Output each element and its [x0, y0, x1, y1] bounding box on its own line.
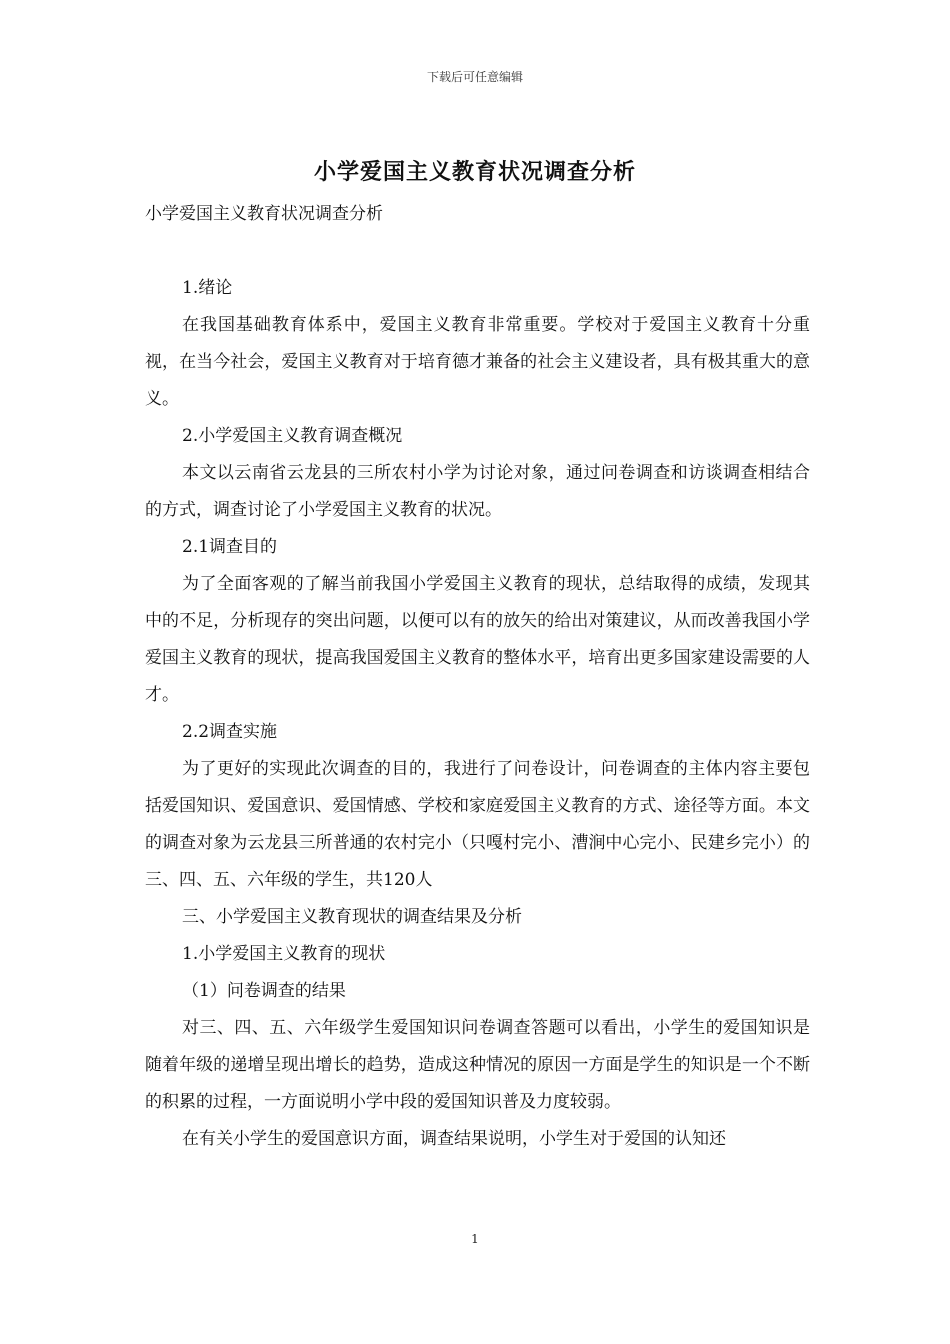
section-heading: 三、小学爱国主义教育现状的调查结果及分析 — [182, 907, 522, 927]
subsection-heading: 2.1调查目的 — [182, 537, 278, 557]
section-heading: 1.绪论 — [182, 278, 233, 298]
document-body — [145, 196, 810, 1158]
blank-line — [145, 233, 810, 270]
page-number: 1 — [471, 1232, 479, 1246]
section-heading: 2.小学爱国主义教育调查概况 — [182, 426, 403, 446]
body-paragraph: 为了更好的实现此次调查的目的，我进行了问卷设计，问卷调查的主体内容主要包括爱国知识、爱国意识、爱国情感、学校和家庭爱国主义教育的方式、途径等方面。本文的调查对象为云龙县三所普通的农村完小（只嘎村完小、漕涧中心完小、民建乡完小）的三、四、五、六年级的学生，共120人 — [145, 759, 810, 890]
document-subtitle: 小学爱国主义教育状况调查分析 — [145, 204, 383, 224]
body-paragraph: 对三、四、五、六年级学生爱国知识问卷调查答题可以看出，小学生的爱国知识是随着年级的递增呈现出增长的趋势，造成这种情况的原因一方面是学生的知识是一个不断的积累的过程，一方面说明小学中段的爱国知识普及力度较弱。 — [145, 1018, 810, 1112]
subsection-heading: （1）问卷调查的结果 — [182, 981, 346, 1001]
body-paragraph: 在有关小学生的爱国意识方面，调查结果说明，小学生对于爱国的认知还 — [182, 1129, 726, 1149]
body-paragraph: 在我国基础教育体系中，爱国主义教育非常重要。学校对于爱国主义教育十分重视，在当今社会，爱国主义教育对于培育德才兼备的社会主义建设者，具有极其重大的意义。 — [145, 315, 810, 409]
document-title: 小学爱国主义教育状况调查分析 — [313, 159, 636, 185]
subsection-heading: 2.2调查实施 — [182, 722, 278, 742]
subsection-heading: 1.小学爱国主义教育的现状 — [182, 944, 386, 964]
header-note: 下载后可任意编辑 — [426, 70, 523, 84]
body-paragraph: 为了全面客观的了解当前我国小学爱国主义教育的现状，总结取得的成绩，发现其中的不足，分析现存的突出问题，以便可以有的放矢的给出对策建议，从而改善我国小学爱国主义教育的现状，提高我国爱国主义教育的整体水平，培育出更多国家建设需要的人才。 — [145, 574, 810, 705]
body-paragraph: 本文以云南省云龙县的三所农村小学为讨论对象，通过问卷调查和访谈调查相结合的方式，调查讨论了小学爱国主义教育的状况。 — [145, 463, 810, 520]
